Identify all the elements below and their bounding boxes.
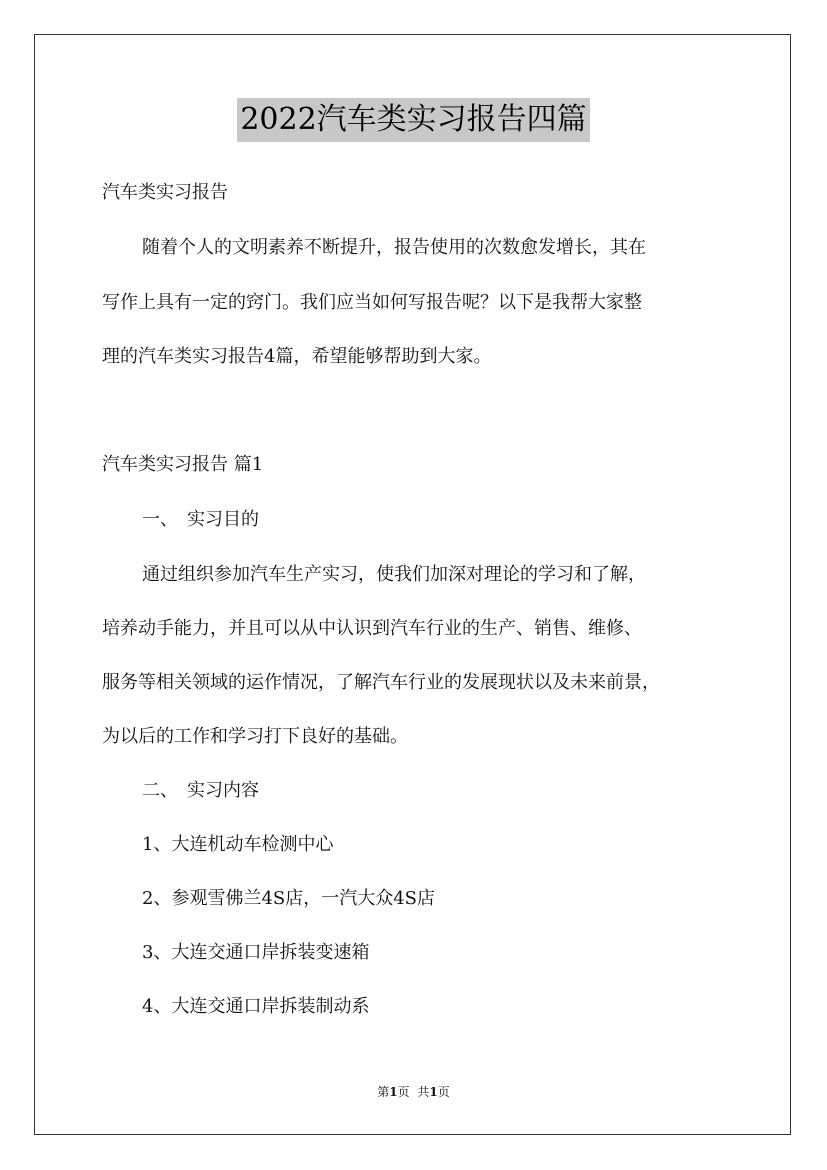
total-suffix: 页	[437, 1085, 450, 1099]
list-item: 2、参观雪佛兰4S店，一汽大众4S店	[142, 888, 436, 909]
subsection-heading: 一、 实习目的	[142, 509, 259, 530]
page-footer	[0, 1084, 827, 1100]
paragraph-line: 通过组织参加汽车生产实习，使我们加深对理论的学习和了解，	[142, 564, 646, 585]
section-heading: 汽车类实习报告	[102, 182, 228, 203]
subsection-heading: 二、 实习内容	[142, 780, 259, 801]
paragraph-line: 培养动手能力，并且可以从中认识到汽车行业的生产、销售、维修、	[102, 618, 642, 639]
paragraph-line: 随着个人的文明素养不断提升，报告使用的次数愈发增长，其在	[142, 237, 646, 258]
section-heading: 汽车类实习报告 篇1	[102, 454, 264, 475]
total-prefix: 共	[417, 1085, 430, 1099]
page-prefix: 第	[377, 1085, 390, 1099]
document-title: 2022汽车类实习报告四篇	[237, 98, 589, 142]
page-number: 1	[389, 1085, 398, 1099]
total-number: 1	[429, 1085, 438, 1099]
list-item: 1、大连机动车检测中心	[142, 834, 334, 855]
page-suffix: 页	[397, 1085, 410, 1099]
paragraph-line: 服务等相关领域的运作情况，了解汽车行业的发展现状以及未来前景，	[102, 672, 660, 693]
paragraph-line: 理的汽车类实习报告4篇，希望能够帮助到大家。	[102, 346, 492, 367]
paragraph-line: 写作上具有一定的窍门。我们应当如何写报告呢？以下是我帮大家整	[102, 292, 642, 313]
paragraph-line: 为以后的工作和学习打下良好的基础。	[102, 726, 408, 747]
title-container	[0, 98, 827, 142]
list-item: 4、大连交通口岸拆装制动系	[142, 996, 370, 1017]
list-item: 3、大连交通口岸拆装变速箱	[142, 942, 370, 963]
